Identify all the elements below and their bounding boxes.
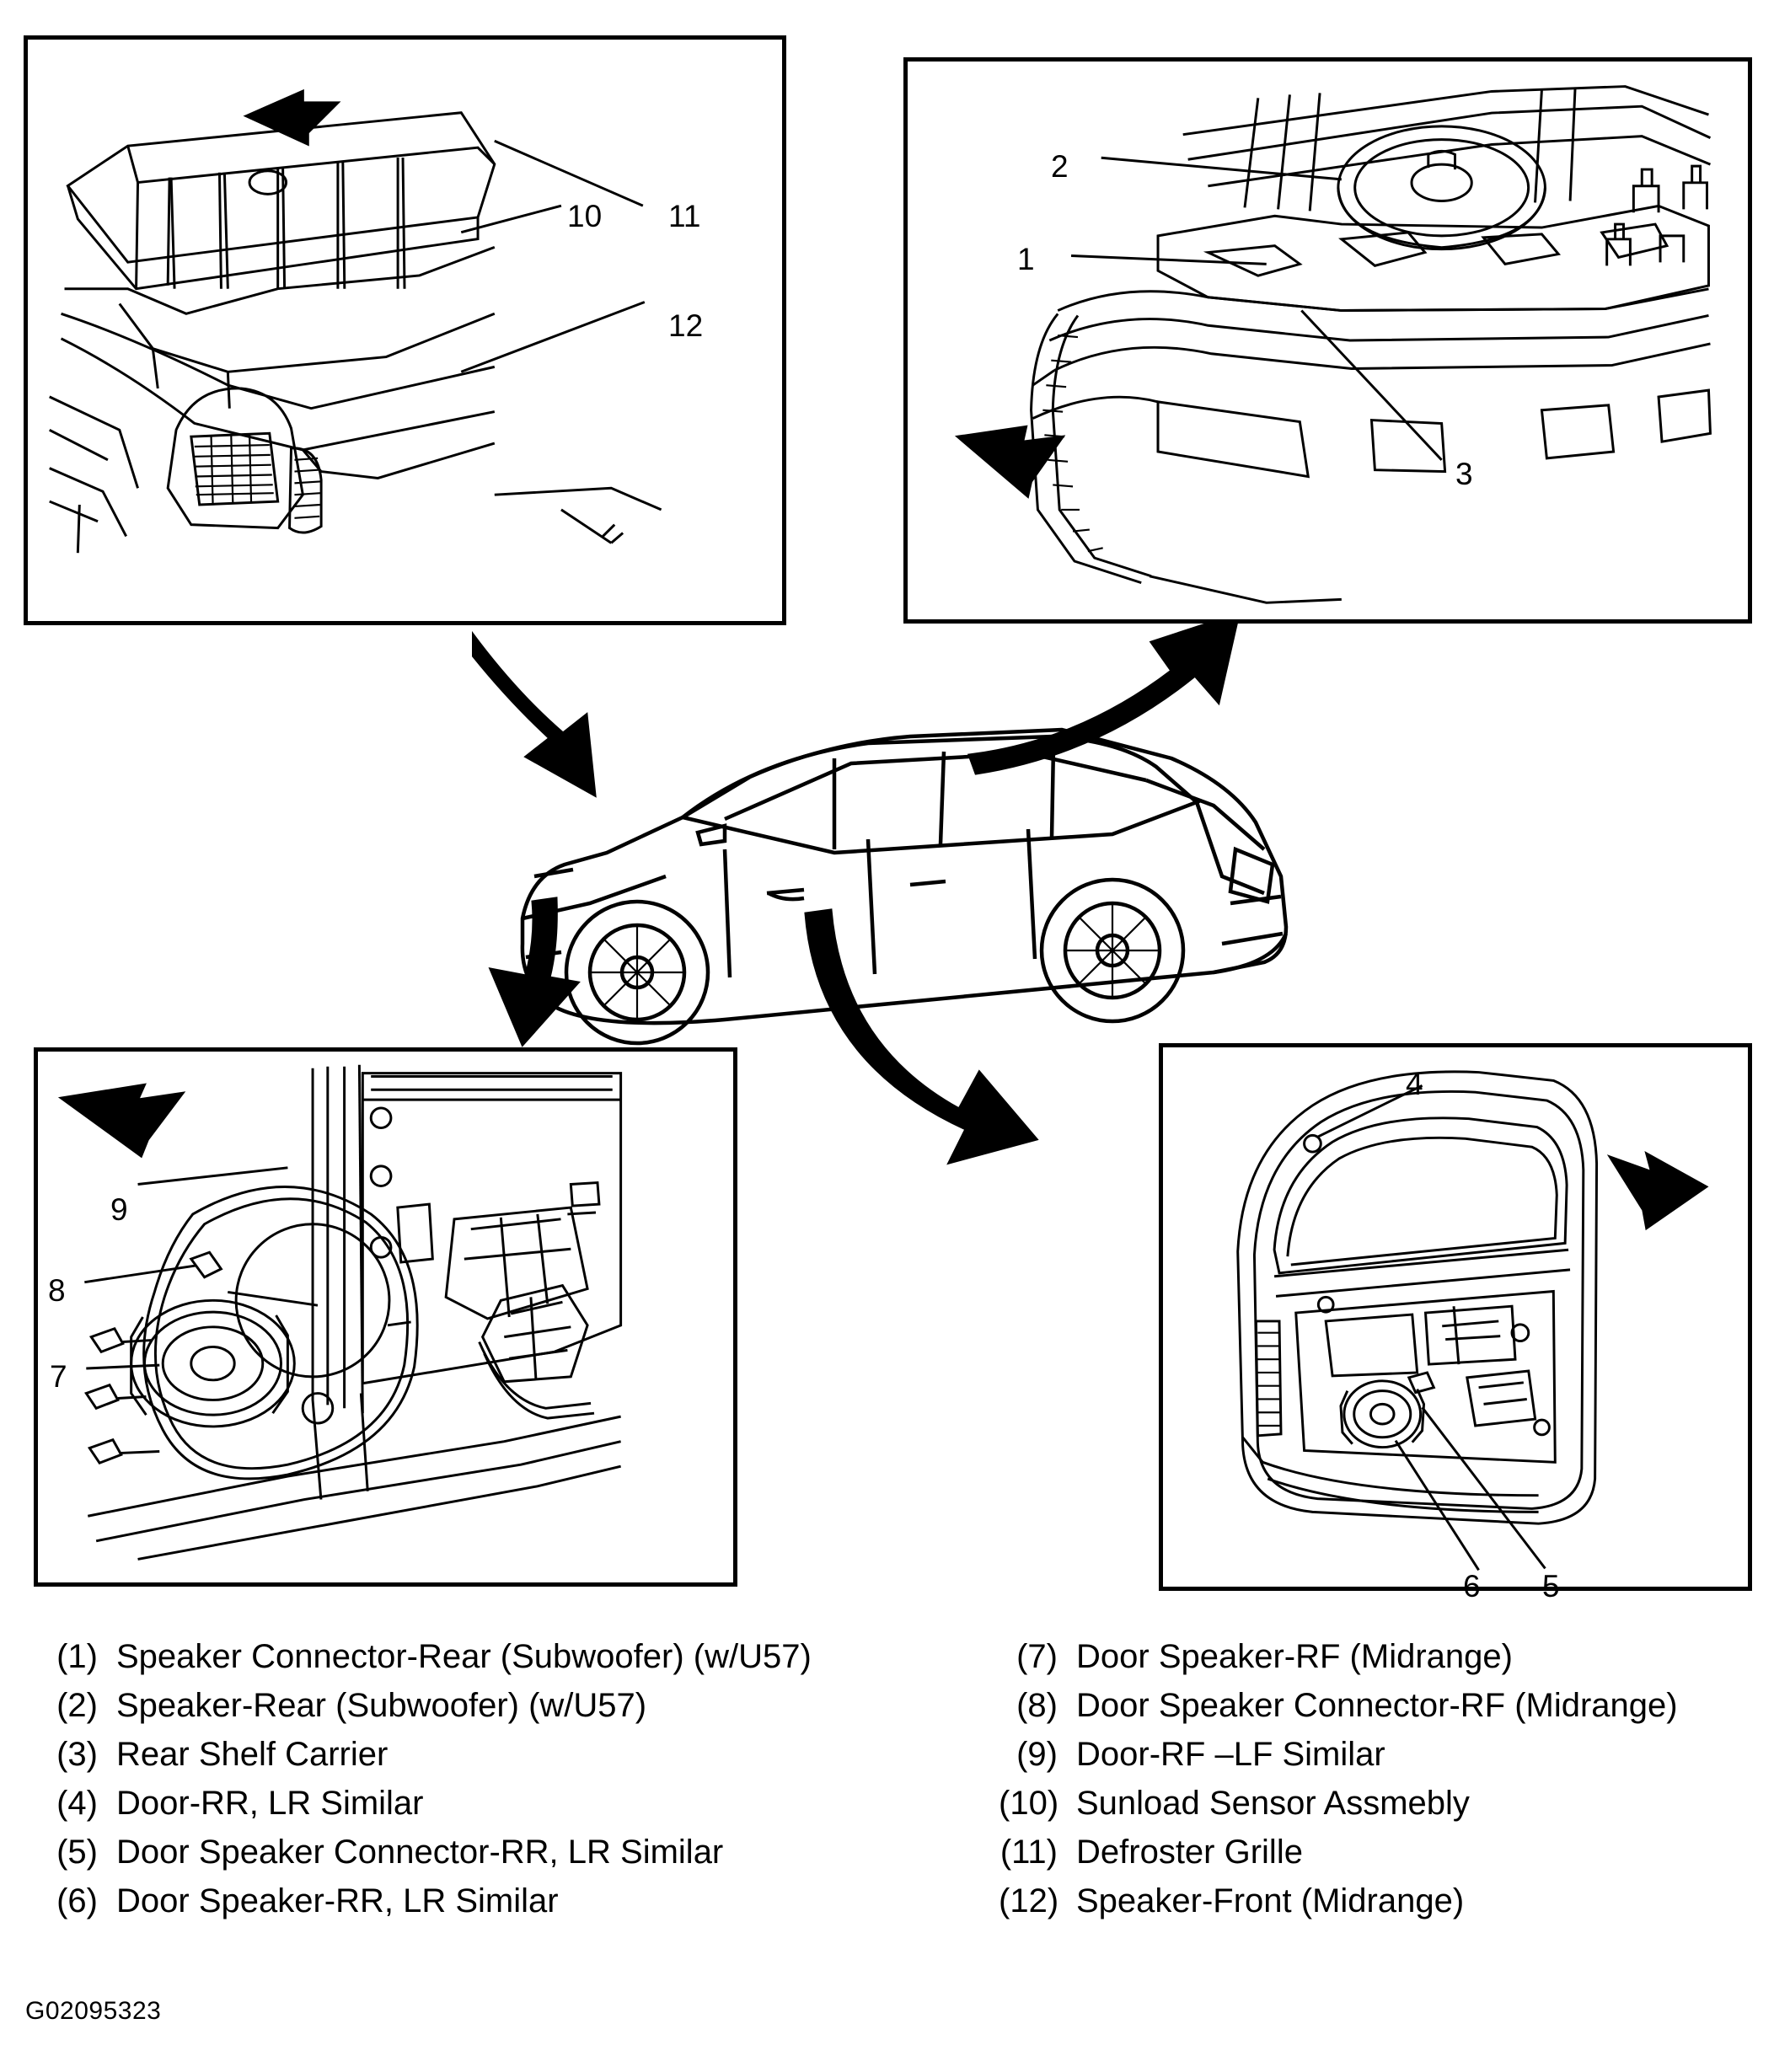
callout-1: 1 xyxy=(1017,242,1035,276)
legend-number: (10) xyxy=(999,1785,1059,1822)
legend-item xyxy=(999,1830,1782,1874)
rear-subwoofer-art xyxy=(908,62,1748,619)
legend-item xyxy=(44,1635,887,1678)
legend-item xyxy=(999,1781,1782,1825)
legend-label: Rear Shelf Carrier xyxy=(116,1736,389,1773)
legend-number: (9) xyxy=(1016,1736,1058,1773)
legend-number: (11) xyxy=(1000,1834,1058,1871)
callout-6: 6 xyxy=(1463,1569,1481,1604)
panel-front-door-speaker xyxy=(34,1047,737,1587)
legend-item xyxy=(999,1684,1782,1727)
callout-11: 11 xyxy=(668,199,701,233)
legend-number: (2) xyxy=(56,1687,98,1724)
legend-column-right xyxy=(999,1635,1782,1928)
legend-label: Speaker Connector-Rear (Subwoofer) (w/U57) xyxy=(116,1638,812,1675)
legend-label: Door Speaker-RF (Midrange) xyxy=(1076,1638,1513,1675)
legend-label: Door-RF –LF Similar xyxy=(1076,1736,1385,1773)
rear-door-speaker-art xyxy=(1163,1047,1748,1587)
legend-item xyxy=(44,1879,887,1923)
panel-rear-subwoofer xyxy=(903,57,1752,624)
legend-label: Door Speaker Connector-RR, LR Similar xyxy=(116,1834,724,1871)
legend xyxy=(0,1635,1790,1989)
legend-label: Door Speaker-RR, LR Similar xyxy=(116,1882,559,1919)
legend-item xyxy=(999,1879,1782,1923)
legend-label: Sunload Sensor Assmebly xyxy=(1076,1785,1470,1822)
legend-item xyxy=(44,1830,887,1874)
legend-column-left xyxy=(44,1635,887,1928)
legend-number: (12) xyxy=(999,1882,1059,1919)
legend-item xyxy=(44,1684,887,1727)
panel-rear-shelf-interior xyxy=(24,35,786,625)
callout-2: 2 xyxy=(1051,149,1069,184)
legend-item xyxy=(44,1781,887,1825)
arrow-to-bottom-right xyxy=(806,910,1037,1163)
callout-7: 7 xyxy=(50,1359,67,1394)
callout-8: 8 xyxy=(48,1273,66,1308)
panel-rear-door-speaker xyxy=(1159,1043,1752,1604)
legend-item xyxy=(44,1732,887,1776)
legend-number: (7) xyxy=(1016,1638,1058,1675)
callout-9: 9 xyxy=(110,1192,128,1227)
legend-item xyxy=(999,1635,1782,1678)
callout-5: 5 xyxy=(1542,1569,1560,1604)
front-door-speaker-art xyxy=(38,1052,733,1582)
callout-10: 10 xyxy=(567,199,603,233)
document-code: G02095323 xyxy=(25,1997,162,2025)
callout-4: 4 xyxy=(1406,1067,1423,1101)
arrow-to-top-right xyxy=(969,624,1239,774)
legend-number: (8) xyxy=(1016,1687,1058,1724)
legend-number: (3) xyxy=(56,1736,98,1773)
callout-3: 3 xyxy=(1455,457,1473,491)
legend-label: Speaker-Rear (Subwoofer) (w/U57) xyxy=(116,1687,647,1724)
legend-number: (4) xyxy=(56,1785,98,1822)
legend-item xyxy=(999,1732,1782,1776)
callout-12: 12 xyxy=(668,308,704,343)
legend-number: (6) xyxy=(56,1882,98,1919)
legend-label: Door-RR, LR Similar xyxy=(116,1785,424,1822)
legend-label: Door Speaker Connector-RF (Midrange) xyxy=(1076,1687,1678,1724)
legend-label: Speaker-Front (Midrange) xyxy=(1076,1882,1465,1919)
legend-number: (1) xyxy=(56,1638,98,1675)
arrow-to-top-left xyxy=(472,629,595,795)
legend-number: (5) xyxy=(56,1834,98,1871)
legend-label: Defroster Grille xyxy=(1076,1834,1303,1871)
